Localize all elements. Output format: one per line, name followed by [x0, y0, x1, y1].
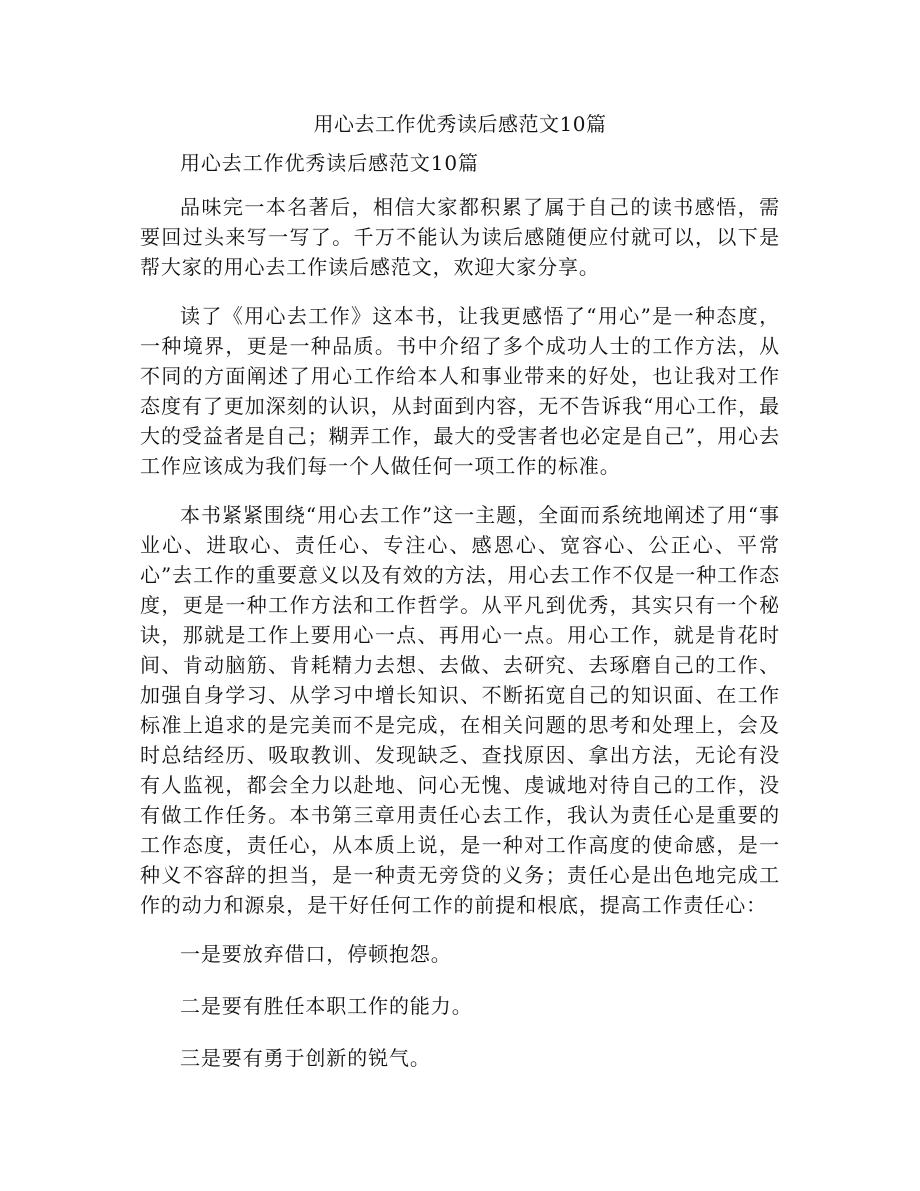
- document-title: 用心去工作优秀读后感范文10篇: [313, 112, 607, 136]
- list-item-3: 三是要有勇于创新的锐气。: [180, 1046, 431, 1070]
- paragraph-intro: 品味完一本名著后，相信大家都积累了属于自己的读书感悟，需要回过头来写一写了。千万不能认为读后感随便应付就可以，以下是帮大家的用心去工作读后感范文，欢迎大家分享。: [140, 195, 780, 279]
- document-body: [140, 148, 780, 1095]
- list-item-1: 一是要放弃借口，停顿抱怨。: [180, 942, 452, 966]
- document-subtitle: 用心去工作优秀读后感范文10篇: [180, 151, 479, 175]
- paragraph-attitude: 读了《用心去工作》这本书，让我更感悟了“用心”是一种态度，一种境界，更是一种品质。书中介绍了多个成功人士的工作方法，从不同的方面阐述了用心工作给本人和事业带来的好处，也让我对工作态度有了更加深刻的认识，从封面到内容，无不告诉我“用心工作，最大的受益者是自己；糊弄工作，最大的受害者也必定是自己”，用心去工作应该成为我们每一个人做任何一项工作的标准。: [140, 304, 780, 478]
- list-item-2: 二是要有胜任本职工作的能力。: [180, 994, 473, 1018]
- paragraph-main: 本书紧紧围绕“用心去工作”这一主题，全面而系统地阐述了用“事业心、进取心、责任心、专注心、感恩心、宽容心、公正心、平常心”去工作的重要意义以及有效的方法，用心去工作不仅是一种工作态度，更是一种工作方法和工作哲学。从平凡到优秀，其实只有一个秘诀，那就是工作上要用心一点、再用心一点。用心工作，就是肯花时间、肯动脑筋、肯耗精力去想、去做、去研究、去琢磨自己的工作、加强自身学习、从学习中增长知识、不断拓宽自己的知识面、在工作标准上追求的是完美而不是完成，在相关问题的思考和处理上，会及时总结经历、吸取教训、发现缺乏、查找原因、拿出方法，无论有没有人监视，都会全力以赴地、问心无愧、虔诚地对待自己的工作，没有做工作任务。本书第三章用责任心去工作，我认为责任心是重要的工作态度，责任心，从本质上说，是一种对工作高度的使命感，是一种义不容辞的担当，是一种责无旁贷的义务；责任心是出色地完成工作的动力和源泉，是干好任何工作的前提和根底，提高工作责任心：: [140, 503, 780, 917]
